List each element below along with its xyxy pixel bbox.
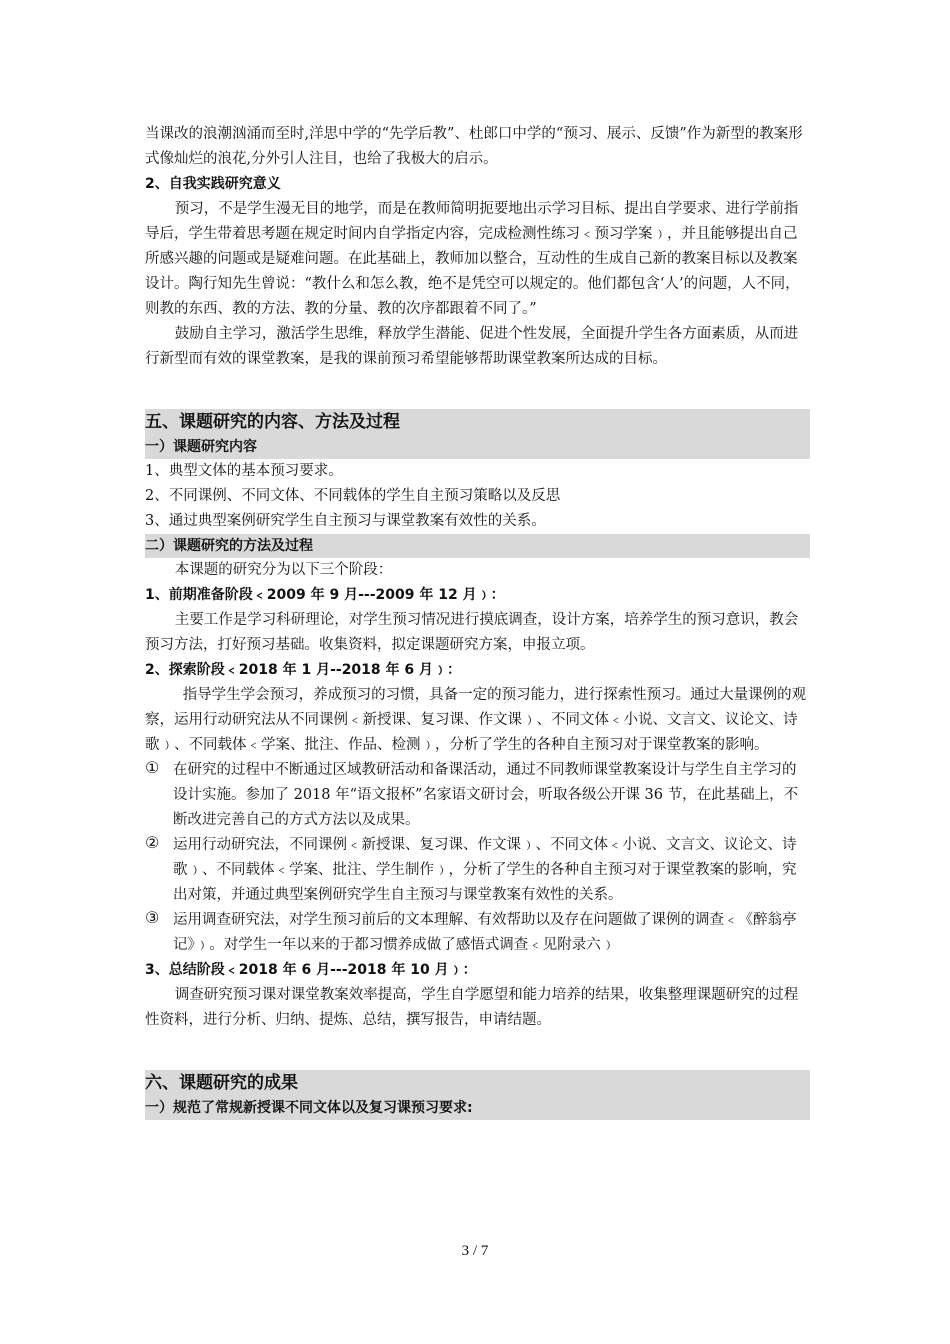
circled-item-3 <box>145 908 810 958</box>
list-item: 3、通过典型案例研究学生自主预习与课堂教案有效性的关系。 <box>145 513 546 529</box>
circled-item-2 <box>145 833 810 908</box>
circled-number: ① <box>145 758 160 777</box>
stage-1-text: 主要工作是学习科研理论，对学生预习情况进行摸底调查，设计方案，培养学生的预习意识，教会预习方法，打好预习基础。收集资料，拟定课题研究方案，申报立项。 <box>145 612 799 653</box>
list-item: 1、典型文体的基本预习要求。 <box>145 463 343 479</box>
section-6-title: 六、课题研究的成果 <box>145 1070 810 1096</box>
document-page <box>145 122 810 1120</box>
section-5-sub-methods: 二）课题研究的方法及过程 <box>145 534 810 558</box>
goal-paragraph: 鼓励自主学习，激活学生思维，释放学生潜能、促进个性发展，全面提升学生各方面素质，从而进行新型而有效的课堂教案，是我的课前预习希望能够帮助课堂教案所达成的目标。 <box>145 326 799 367</box>
intro-paragraph: 当课改的浪潮汹涌而至时,洋思中学的“先学后教”、杜郎口中学的“预习、展示、反馈”作为新型的教案形式像灿烂的浪花,分外引人注目，也给了我极大的启示。 <box>145 126 803 167</box>
section-5-sub-content: 一）课题研究内容 <box>145 435 810 459</box>
stages-intro: 本课题的研究分为以下三个阶段： <box>174 562 393 578</box>
circled-text: 在研究的过程中不断通过区域教研活动和备课活动，通过不同教师课堂教案设计与学生自主学习的设计实施。参加了 2018 年“语文报杯”名家语文研讨会，听取各级公开课 36 节，在此基础上，不断改进完善自己的方式方法以及成果。 <box>173 762 799 828</box>
stage-1-title: 1、前期准备阶段﹤2009 年 9 月---2009 年 12 月﹚： <box>145 587 505 603</box>
preview-paragraph: 预习，不是学生漫无目的地学，而是在教师简明扼要地出示学习目标、提出自学要求、进行学前指导后，学生带着思考题在规定时间内自学指定内容，完成检测性练习﹤预习学案﹚，并且能够提出自己所感兴趣的问题或是疑难问题。在此基础上，教师加以整合，互动性的生成自己新的教案目标以及教案设计。陶行知先生曾说：“教什么和怎么教，绝不是凭空可以规定的。他们都包含‘人’的问题，人不同，则教的东西、教的方法、教的分量、教的次序都跟着不同了。” <box>145 201 800 317</box>
stage-2-title: 2、探索阶段﹤2018 年 1 月--2018 年 6 月﹚： <box>145 662 462 678</box>
section-6-sub-standards: 一）规范了常规新授课不同文体以及复习课预习要求: <box>145 1096 810 1120</box>
circled-number: ② <box>145 833 160 852</box>
stage-3-text: 调查研究预习课对课堂教案效率提高，学生自学愿望和能力培养的结果，收集整理课题研究的过程性资料，进行分析、归纳、提炼、总结，撰写报告，申请结题。 <box>145 987 799 1028</box>
circled-number: ③ <box>145 908 160 927</box>
circled-item-1 <box>145 758 810 833</box>
circled-text: 运用行动研究法，不同课例﹤新授课、复习课、作文课﹚、不同文体﹤小说、文言文、议论文、诗歌﹚、不同载体﹤学案、批注、学生制作﹚，分析了学生的各种自主预习对于课堂教案的影响，究出对策，并通过典型案例研究学生自主预习与课堂教案有效性的关系。 <box>173 837 797 903</box>
circled-text: 运用调查研究法，对学生预习前后的文本理解、有效帮助以及存在问题做了课例的调查﹤《醉翁亭记》﹚。对学生一年以来的于都习惯养成做了感悟式调查﹤见附录六﹚ <box>173 912 797 953</box>
list-item: 2、不同课例、不同文体、不同载体的学生自主预习策略以及反思 <box>145 488 561 504</box>
stage-3-title: 3、总结阶段﹤2018 年 6 月---2018 年 10 月﹚： <box>145 962 477 978</box>
section-5-title: 五、课题研究的内容、方法及过程 <box>145 409 810 435</box>
page-number: 3 / 7 <box>461 1243 489 1259</box>
heading-self-practice: 2、自我实践研究意义 <box>145 176 281 192</box>
stage-2-text: 指导学生学会预习，养成预习的习惯，具备一定的预习能力，进行探索性预习。通过大量课例的观察，运用行动研究法从不同课例﹤新授课、复习课、作文课﹚、不同文体﹤小说、文言文、议论文、诗歌﹚、不同载体﹤学案、批注、作品、检测﹚，分析了学生的各种自主预习对于课堂教案的影响。 <box>145 687 807 753</box>
